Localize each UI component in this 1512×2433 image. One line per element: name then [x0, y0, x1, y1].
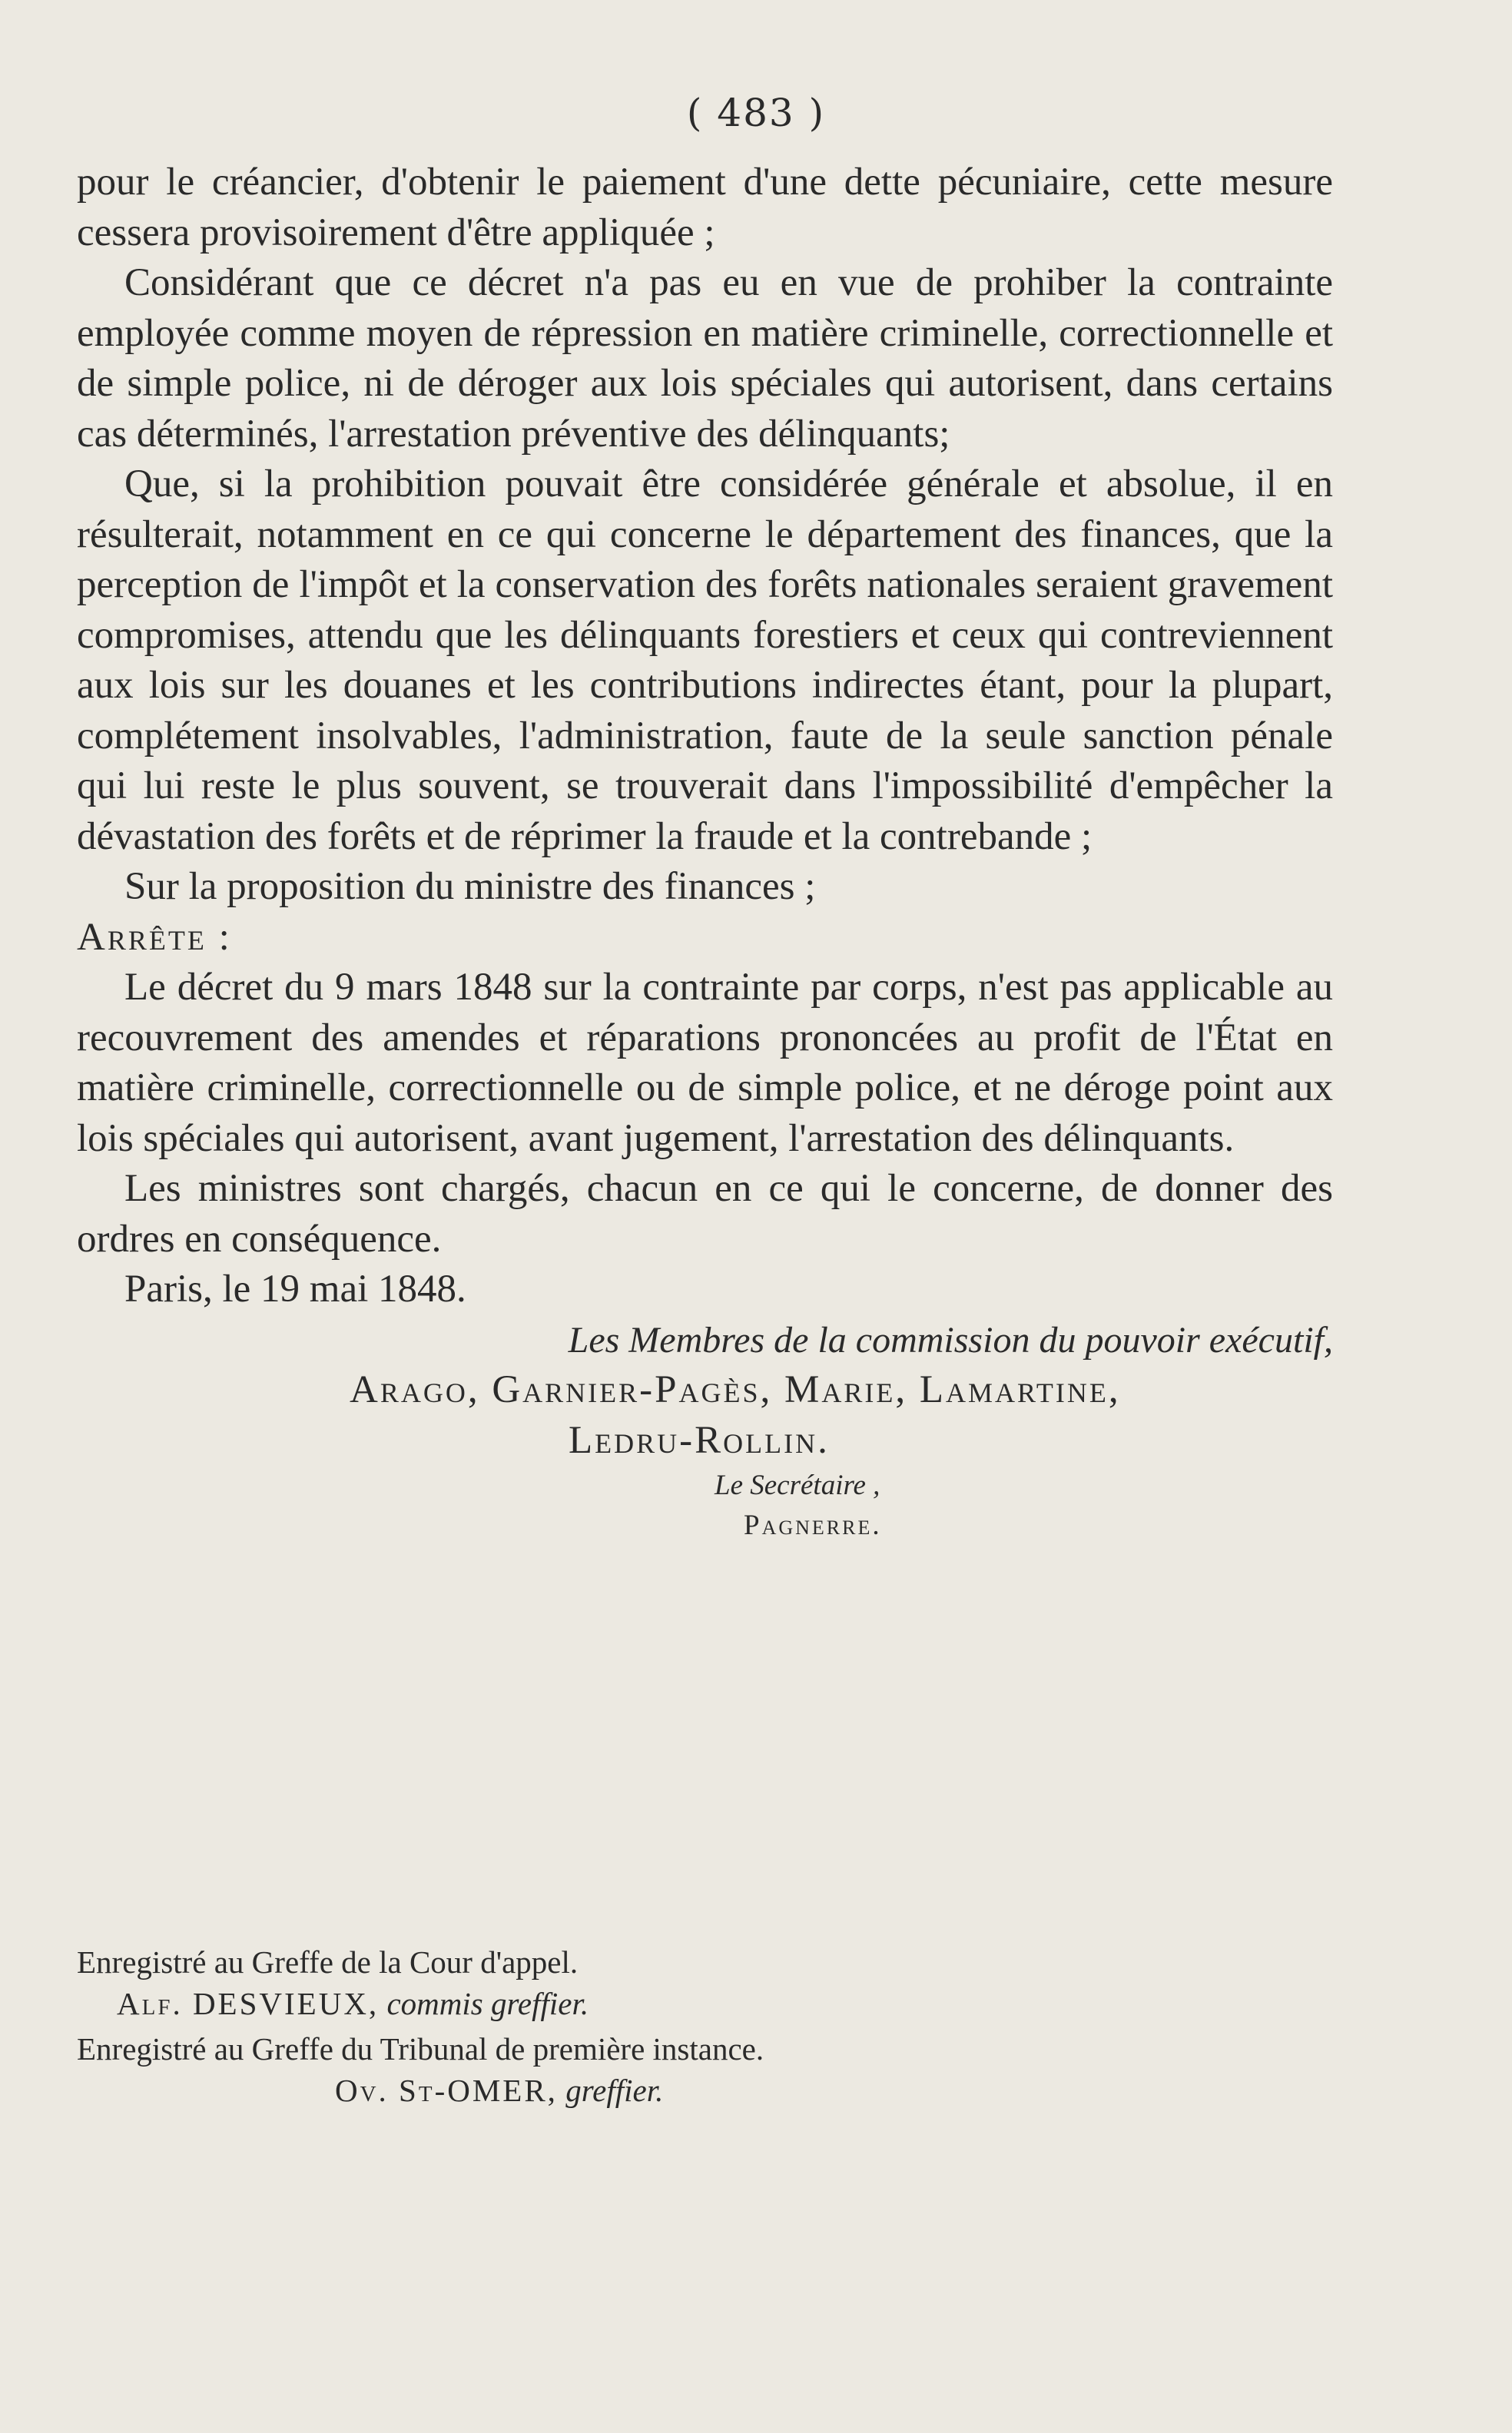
signature-names-line1: Arago, Garnier-Pagès, Marie, Lamartine,: [350, 1368, 1121, 1411]
signature-names-line2: Ledru-Rollin.: [569, 1418, 830, 1462]
secretary-name: Pagnerre.: [744, 1510, 882, 1541]
paragraph-considerant: Considérant que ce décret n'a pas eu en vue de prohiber la contrainte employée comme moyen de répression en matière criminelle, correctionnelle et de simple police, ni de déroger aux lois spéciales qui autorisent, dans certains cas déterminés, l'arrestation préventive des délinquants;: [77, 261, 1333, 456]
arrete-heading: Arrête :: [77, 915, 232, 959]
registration-court-of-appeal: [77, 1941, 589, 2024]
clerk-name: Alf. DESVIEUX,: [117, 1986, 380, 2021]
decree-execution: Les ministres sont chargés, chacun en ce qui le concerne, de donner des ordres en conséquence.: [77, 1167, 1333, 1261]
signature-heading: Les Membres de la commission du pouvoir exécutif,: [568, 1319, 1333, 1361]
document-body: [77, 157, 1333, 1546]
registration-line: Enregistré au Greffe de la Cour d'appel.: [77, 1944, 579, 1980]
decree-article: Le décret du 9 mars 1848 sur la contrainte par corps, n'est pas applicable au recouvrement des amendes et réparations prononcées au profit de l'État en matière criminelle, correctionnelle ou de simple police, et ne déroge point aux lois spéciales qui autorisent, avant jugement, l'arrestation des délinquants.: [77, 966, 1333, 1160]
paragraph-que: Que, si la prohibition pouvait être considérée générale et absolue, il en résulterait, notamment en ce qui concerne le département des finances, que la perception de l'impôt et la conservation des forêts nationales seraient gravement compromises, attendu que les délinquants forestiers et ceux qui contreviennent aux lois sur les douanes et les contributions indirectes étant, pour la plupart, complétement insolvables, l'administration, faute de la seule sanction pénale qui lui reste le plus souvent, se trouverait dans l'impossibilité d'empêcher la dévastation des forêts et de réprimer la fraude et la contrebande ;: [77, 462, 1333, 858]
clerk-role: commis greffier.: [386, 1986, 589, 2021]
paragraph-proposition: Sur la proposition du ministre des finances ;: [124, 865, 816, 908]
clerk-role: greffier.: [565, 2073, 664, 2108]
secretary-title: Le Secrétaire ,: [715, 1470, 880, 1501]
page-number: ( 483 ): [686, 91, 826, 135]
registration-line: Enregistré au Greffe du Tribunal de première instance.: [77, 2031, 764, 2067]
date-line: Paris, le 19 mai 1848.: [124, 1268, 466, 1311]
registration-tribunal: [77, 2028, 764, 2111]
clerk-name: Ov. St-OMER,: [335, 2073, 558, 2108]
paragraph-continuation: pour le créancier, d'obtenir le paiement d'une dette pécuniaire, cette mesure cessera provisoirement d'être appliquée ;: [77, 161, 1333, 254]
